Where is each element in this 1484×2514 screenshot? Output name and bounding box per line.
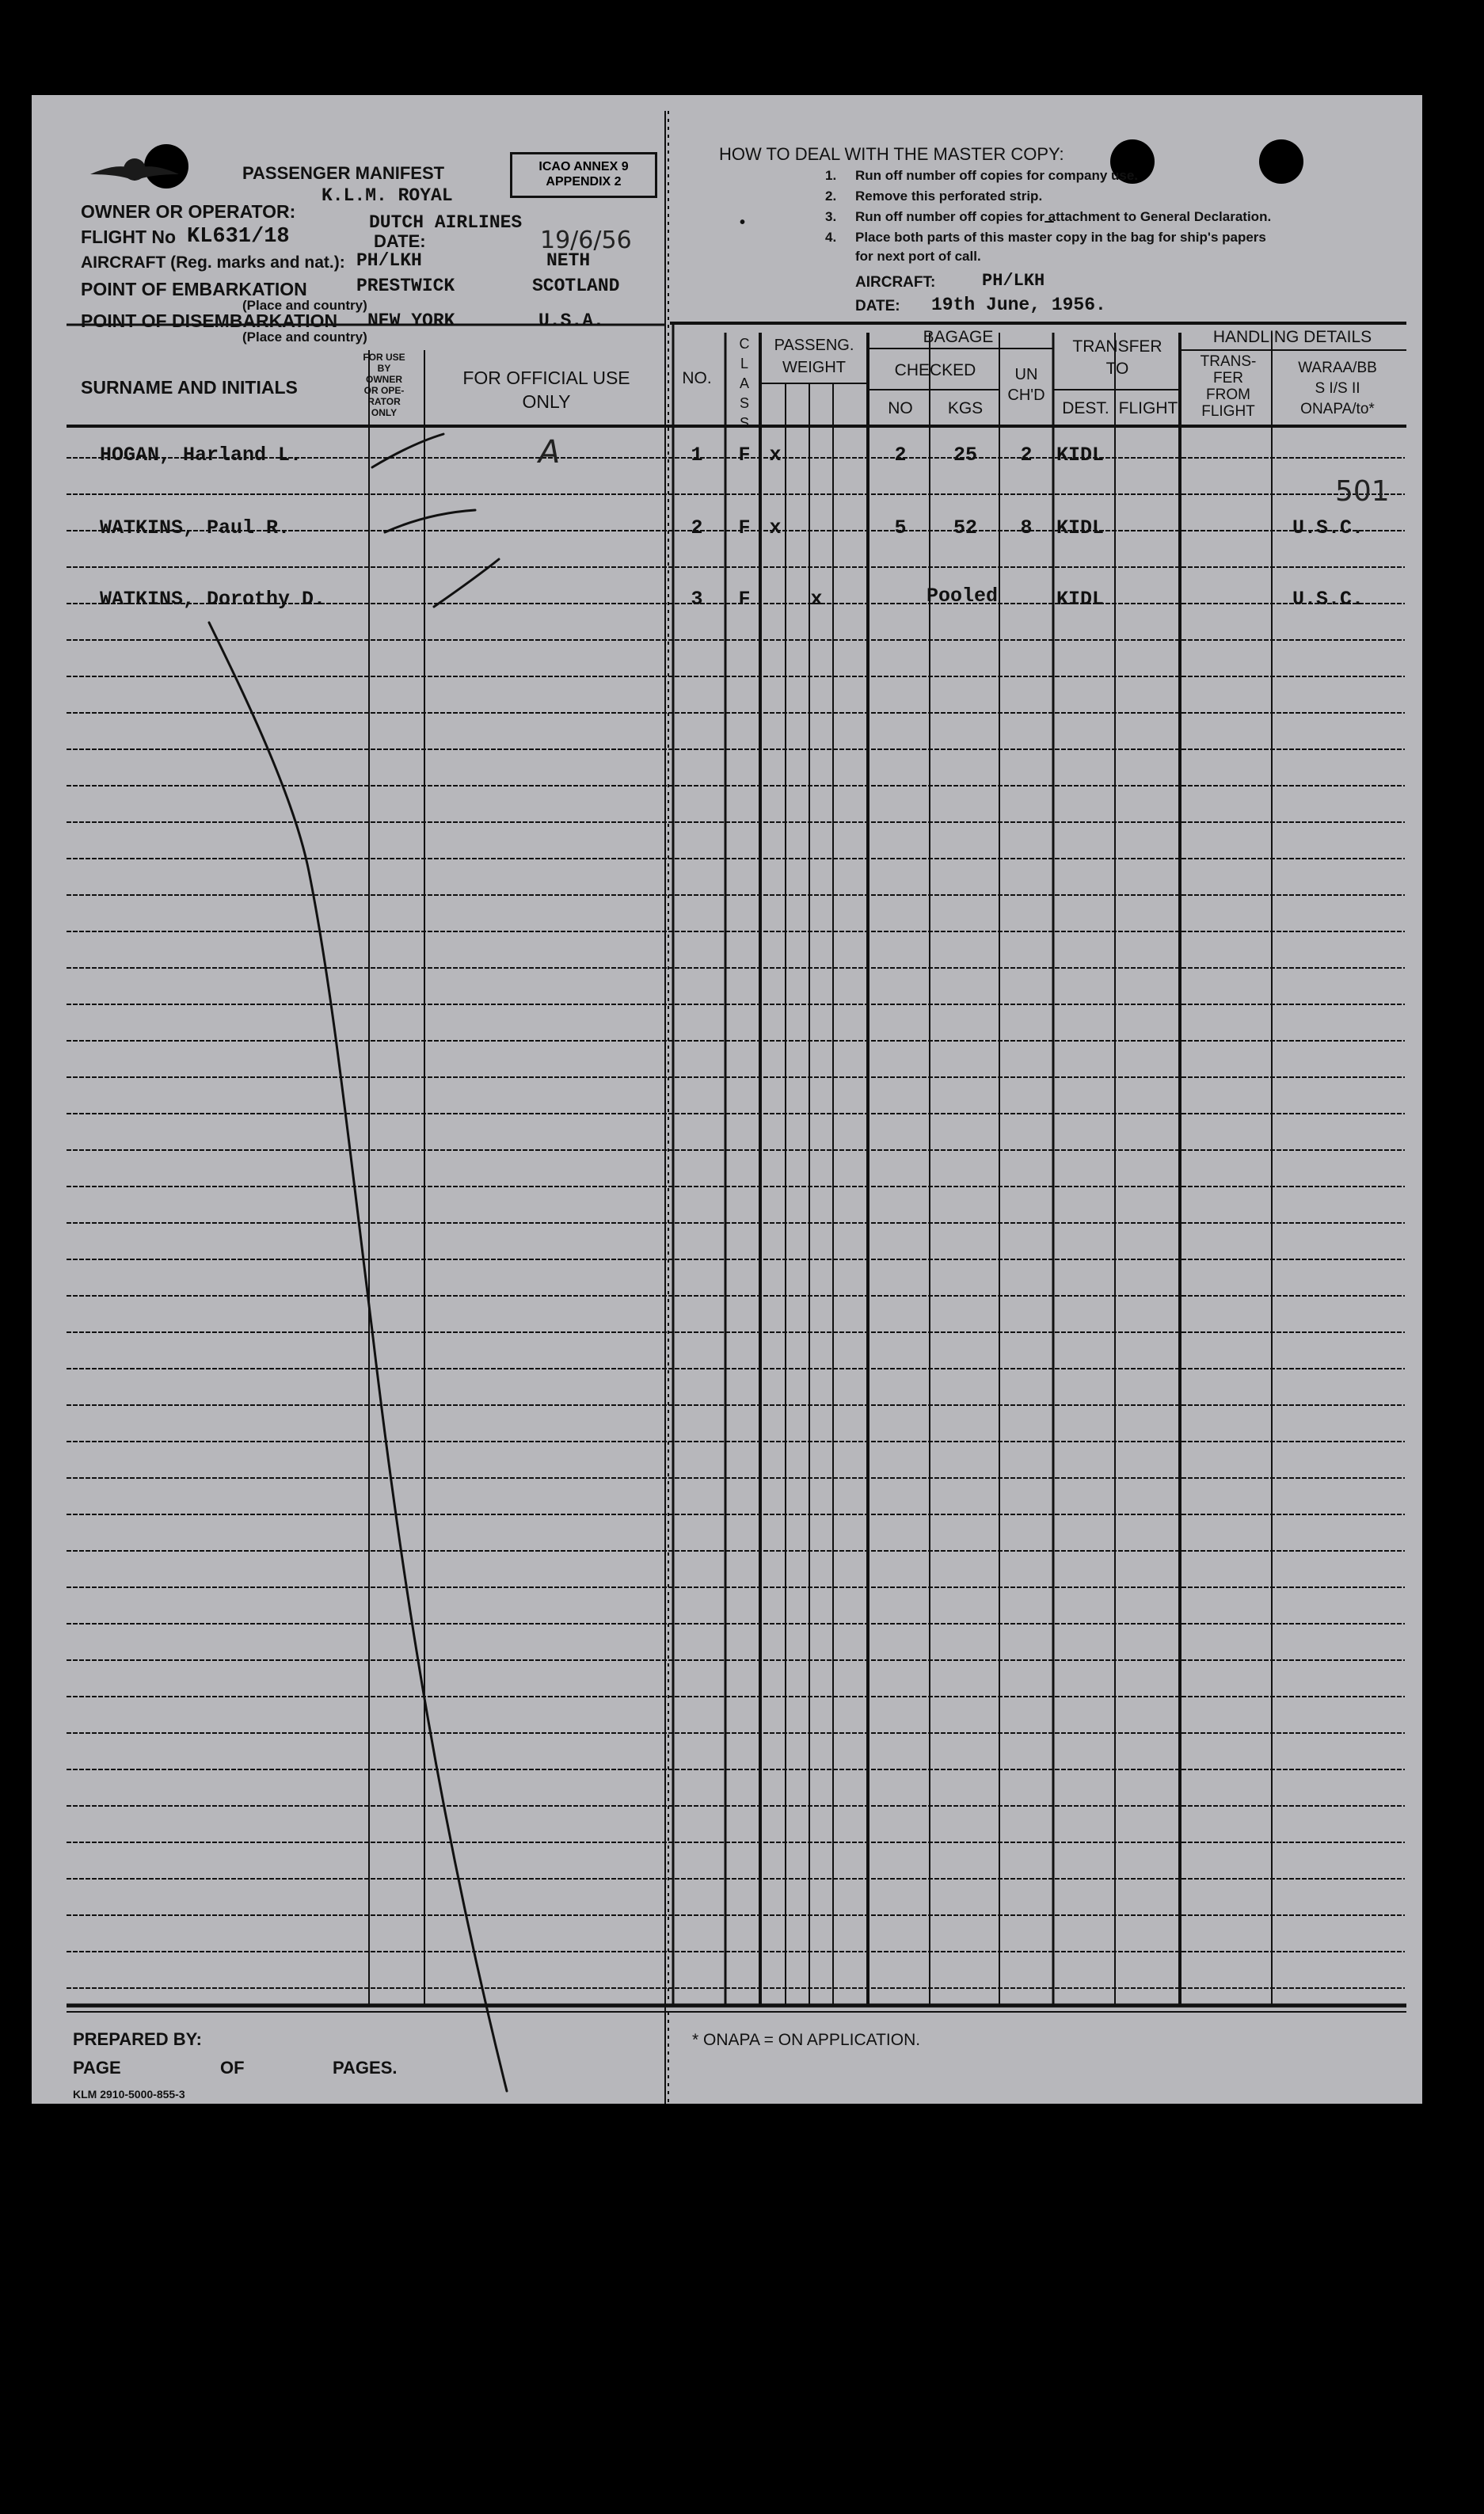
instruction-text: Place both parts of this master copy in the bag for ship's papers [855, 230, 1266, 245]
col-unchd-line: UN [1014, 366, 1038, 383]
passenger-name: WATKINS, Paul R. [100, 516, 291, 539]
annotation-number: 501 [1335, 475, 1390, 508]
instruction-num: 3. [825, 209, 837, 224]
col-class [729, 334, 760, 433]
owner-value: K.L.M. ROYAL [322, 185, 453, 206]
bag-no: 2 [894, 444, 907, 467]
place-note: (Place and country) [242, 298, 367, 313]
col-class-letter: A [739, 375, 749, 391]
prepared-by-label: PREPARED BY: [73, 2029, 202, 2049]
passenger-no: 3 [691, 588, 703, 611]
col-for-use-line: BY [377, 363, 391, 374]
col-dest: DEST. [1062, 399, 1109, 417]
instruction-text: Run off number off copies for company use. [855, 168, 1139, 183]
col-class-letter: S [739, 395, 749, 411]
col-handling: HANDLING DETAILS [1212, 328, 1372, 346]
owner-value-2: DUTCH AIRLINES [369, 212, 523, 233]
bag-kgs: 25 [953, 444, 977, 467]
of-label: OF [220, 2058, 245, 2078]
bag-kgs: 52 [953, 516, 977, 539]
date-value: 19/6/56 [540, 227, 632, 254]
col-surname: SURNAME AND INITIALS [81, 377, 298, 398]
passenger-name: HOGAN, Harland L. [100, 444, 303, 467]
flight-value: KL631/18 [187, 225, 290, 249]
passenger-class: F [738, 588, 751, 611]
col-for-use-line: OWNER [366, 374, 402, 385]
col-class-letter: C [739, 336, 750, 352]
instructions-aircraft-value: PH/LKH [982, 271, 1045, 291]
col-for-use-line: RATOR [367, 396, 401, 407]
col-checked: CHECKED [894, 361, 976, 379]
instruction-text: for next port of call. [855, 249, 981, 264]
passenger-name: WATKINS, Dorothy D. [100, 588, 326, 611]
transfer-dest: KIDL [1056, 588, 1105, 611]
aircraft-label: AIRCRAFT (Reg. marks and nat.): [81, 253, 345, 272]
onapa-note: * ONAPA = ON APPLICATION. [692, 2031, 921, 2049]
col-transfer [1056, 336, 1178, 380]
manifest-sheet [32, 95, 1422, 2104]
bag-no: 5 [894, 516, 907, 539]
embark-value: PRESTWICK [356, 276, 455, 296]
instruction-num: 4. [825, 230, 837, 245]
col-trans-line: FROM [1206, 387, 1250, 403]
aircraft-nat: NETH [546, 250, 591, 271]
handling-details: U.S.C. [1292, 516, 1364, 539]
form-code: KLM 2910-5000-855-3 [73, 2088, 185, 2101]
disembark-value: NEW YORK [367, 310, 455, 331]
embark-country: SCOTLAND [532, 276, 620, 296]
weight-mark: x [769, 516, 782, 539]
col-class-letter: L [740, 356, 748, 371]
col-class-letter: S [739, 415, 749, 431]
official-mark: A [538, 434, 561, 470]
col-no: NO. [682, 369, 712, 387]
instruction-num: 2. [825, 189, 837, 204]
embark-label: POINT OF EMBARKATION [81, 279, 307, 299]
col-flight: FLIGHT [1118, 399, 1178, 417]
col-for-use-line: FOR USE [363, 352, 405, 363]
col-passeng-line: WEIGHT [782, 359, 846, 376]
passenger-no: 1 [691, 444, 703, 467]
instruction-num: 1. [825, 168, 837, 183]
bag-unchd: 8 [1020, 516, 1033, 539]
disembark-label: POINT OF DISEMBARKATION [81, 310, 338, 331]
check-mark [372, 434, 443, 467]
appendix-line: APPENDIX 2 [546, 175, 622, 189]
aircraft-value: PH/LKH [356, 250, 422, 271]
manifest-title: PASSENGER MANIFEST [242, 163, 445, 183]
flight-label: FLIGHT No [81, 227, 177, 247]
instruction-text: Remove this perforated strip. [855, 189, 1043, 204]
col-trans-from [1185, 353, 1272, 420]
col-waraa-line: WARAA/BB [1298, 360, 1377, 376]
instruction-text: Run off number off copies for attachment to General Declaration. [855, 209, 1272, 224]
bullet-mark: • [740, 214, 746, 231]
col-waraa-line: ONAPA/to* [1300, 401, 1375, 417]
transfer-dest: KIDL [1056, 444, 1105, 467]
col-trans-line: TRANS- [1200, 353, 1257, 370]
col-for-use-line: OR OPE- [363, 385, 405, 396]
icao-annex-box [510, 152, 657, 198]
page-label: PAGE [73, 2058, 121, 2078]
col-unchd-line: CH'D [1007, 387, 1045, 404]
instructions-date-value: 19th June, 1956. [931, 295, 1106, 315]
col-trans-line: FLIGHT [1201, 403, 1255, 420]
passenger-class: F [738, 516, 751, 539]
passenger-no: 2 [691, 516, 703, 539]
passenger-class: F [738, 444, 751, 467]
weight-mark: x [810, 588, 823, 611]
col-waraa-line: S I/S II [1315, 380, 1360, 397]
col-passeng-weight [763, 334, 865, 379]
col-passeng-line: PASSENG. [774, 337, 854, 354]
col-transfer-line: TO [1105, 360, 1129, 378]
disembark-country: U.S.A. [538, 310, 604, 331]
pages-label: PAGES. [333, 2058, 398, 2078]
instructions-title: HOW TO DEAL WITH THE MASTER COPY: [719, 144, 1064, 164]
handling-details: U.S.C. [1292, 588, 1364, 611]
instructions-aircraft-label: AIRCRAFT: [855, 274, 936, 291]
col-official [428, 366, 665, 413]
annex-line: ICAO ANNEX 9 [538, 160, 629, 173]
col-transfer-line: TRANSFER [1072, 337, 1162, 356]
bag-unchd: 2 [1020, 444, 1033, 467]
weight-mark: x [769, 444, 782, 467]
instructions-date-label: DATE: [855, 298, 900, 314]
owner-label: OWNER OR OPERATOR: [81, 201, 296, 222]
col-bagage: BAGAGE [923, 328, 994, 346]
col-waraa [1275, 358, 1400, 420]
ink-stroke [209, 623, 507, 2091]
col-checked-no: NO [888, 399, 913, 417]
bag-kgs: Pooled [927, 585, 999, 608]
date-label: DATE: [374, 231, 426, 251]
col-checked-kgs: KGS [947, 399, 984, 417]
col-trans-line: FER [1213, 370, 1243, 387]
col-official-line: FOR OFFICIAL USE [462, 368, 630, 388]
transfer-dest: KIDL [1056, 516, 1105, 539]
check-mark [385, 510, 475, 532]
col-for-use-line: ONLY [371, 407, 398, 418]
col-for-use-by [356, 352, 412, 418]
place-note: (Place and country) [242, 329, 367, 345]
col-unchd [1001, 364, 1052, 406]
col-official-line: ONLY [522, 391, 571, 412]
